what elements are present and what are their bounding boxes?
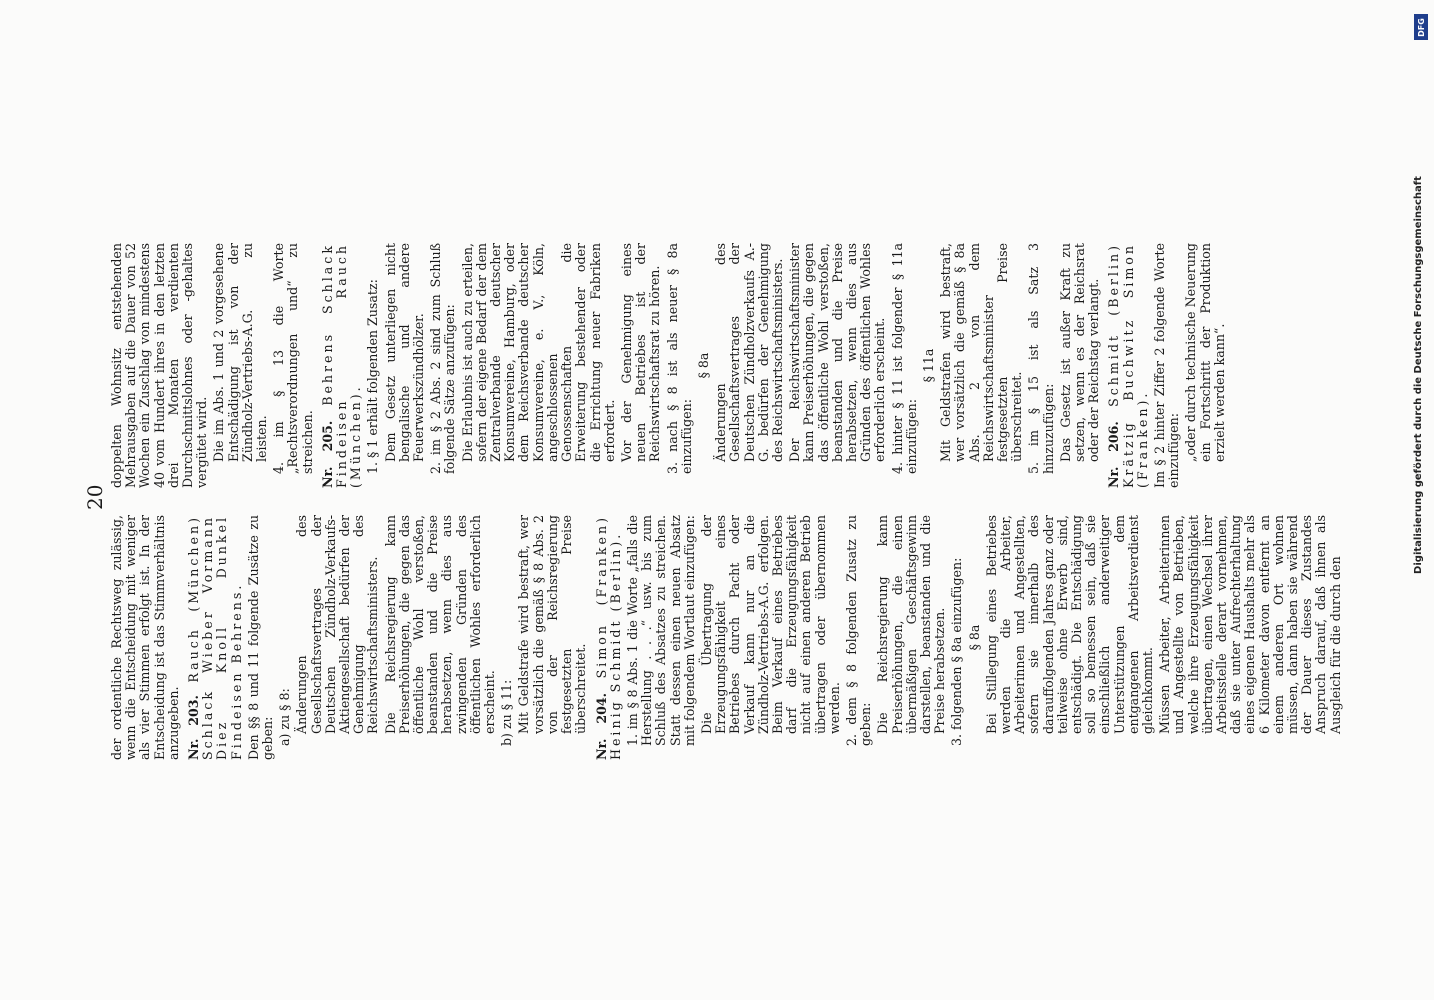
paragraph-text: § 8a <box>966 624 982 651</box>
motion-number: Nr. 205. <box>319 420 335 488</box>
paragraph <box>950 515 964 760</box>
paragraph <box>1158 515 1343 760</box>
paragraph-text: Die Erlaubnis ist auch zu erteilen, sofern der eigene Bedarf der dem Zentralverbande deutscher Konsumvereine, Hamburg, oder dem Reichsverbande deutscher Konsumvereine, e. V., Köln, angeschlossenen Genossenschaften die Erweiterung bestehender oder die Errichtung neuer Fabriken erfordert. <box>459 243 617 462</box>
paragraph-text: a) zu § 8: <box>277 688 293 746</box>
paragraph-text: § 11a <box>920 348 936 383</box>
paragraph-text: 3. folgenden § 8a einzufügen: <box>949 557 965 746</box>
paragraph <box>620 243 663 488</box>
paragraph <box>517 515 588 760</box>
paragraph-text: Der Reichswirtschaftsminister kann Preiserhöhungen, die gegen das öffentliche Wohl verstoßen, beanstanden und die Preise herabsetzen, wenn dies aus Gründen des öffentlichen Wohles erforderlich erscheint. <box>787 243 888 462</box>
paragraph-text: 1. § 1 erhält folgenden Zusatz: <box>365 279 381 474</box>
paragraph <box>788 243 887 488</box>
rotated-page-content <box>70 240 1343 760</box>
paragraph <box>110 515 181 760</box>
paragraph-text: doppelten Wohnsitz entstehenden Mehrausgaben auf die Dauer von 52 Wochen ein Zuschlag von mindestens 40 vom Hundert ihres in den letzten drei Monaten verdienten Durchschnittslohnes oder -gehaltes vergütet wird. <box>109 243 210 488</box>
paragraph <box>626 515 697 760</box>
paragraph-text: Mit Geldstrafen wird bestraft, wer vorsätzlich die gemäß § 8a Abs. 2 von dem Reichswirtschaftsminister festgesetzten Preise überschreitet. <box>938 243 1025 462</box>
paragraph <box>891 243 919 488</box>
dfg-logo: DFG <box>1414 14 1428 40</box>
paragraph-text: Mit Geldstrafe wird bestraft, wer vorsätzlich die gemäß § 8 Abs. 2 von der Reichsregierung festgesetzten Preise überschreitet. <box>516 515 589 734</box>
paragraph <box>212 243 269 488</box>
left-column <box>110 515 1346 760</box>
paragraph-text: 2. dem § 8 folgenden Zusatz zu geben: <box>843 515 874 746</box>
paragraph-text: 5. im § 15 ist als Satz 3 hinzuzufügen: <box>1026 243 1056 474</box>
paragraph-text: 1. im § 8 Abs. 1 die Worte „falls die Herstellung . . .“ usw. bis zum Schluß des Absatzes zu streichen. Statt dessen einen neuen Absatz mit folgendem Wortlaut einzufügen: <box>624 515 697 746</box>
page-number: 20 <box>83 484 107 510</box>
paragraph <box>968 515 982 760</box>
paragraph <box>321 243 364 488</box>
motion-signatories: Behrens Schlack Findeisen Rauch (München). <box>319 243 364 488</box>
paragraph <box>1027 243 1055 488</box>
paragraph <box>939 243 1024 488</box>
paragraph <box>700 515 842 760</box>
paragraph <box>845 515 873 760</box>
paragraph-text: Vor der Genehmigung eines neuen Betriebes ist der Reichswirtschaftsrat zu hören. <box>618 243 663 462</box>
paragraph <box>1107 243 1150 488</box>
paragraph <box>384 515 498 760</box>
paragraph-text: 4. hinter § 11 ist folgender § 11a einzufügen: <box>889 243 919 474</box>
paragraph-text: Die im Abs. 1 und 2 vorgesehene Entschädigung ist von der Zündholz-Vertriebs-A.G. zu leisten. <box>211 243 270 462</box>
paragraph-text: Die Übertragung der Erzeugungsfähigkeit eines Betriebes durch Pacht oder Verkauf kann nur an die Zündholz-Vertriebs-A.G. erfolgen. Beim Verkauf eines Betriebes darf die Erzeugungsfähigkeit nicht auf einen anderen Betrieb übertragen oder übernommen werden. <box>698 515 842 734</box>
paragraph <box>247 515 275 760</box>
paragraph <box>595 515 623 760</box>
paragraph <box>295 515 380 760</box>
paragraph <box>985 515 1155 760</box>
paragraph <box>500 515 514 760</box>
paragraph-text: § 8a <box>695 352 711 379</box>
paragraph <box>922 243 936 488</box>
paragraph-text: Die Reichsregierung kann Preiserhöhungen, die einen übermäßigen Geschäftsgewinn darstellen, beanstanden und die Preise herabsetzen. <box>875 515 948 734</box>
paragraph-text: Bei Stillegung eines Betriebes werden die Arbeiter, Arbeiterinnen und Angestellten, sofern sie innerhalb des darauffolgenden Jahres ganz oder teilweise ohne Erwerb sind, entschädigt. Die Entschädigung soll so bemessen sein, daß sie einschließlich anderweitiger Unterstützungen dem entgangenen Arbeitsverdienst gleichkommt. <box>983 515 1156 734</box>
paragraph <box>429 243 457 488</box>
paragraph <box>278 515 292 760</box>
paragraph <box>697 243 711 488</box>
paragraph <box>272 243 315 488</box>
motion-signatories: Rauch (München) Schlack Wieber Vormann Diez Knoll Dunkel Findeisen Behrens. <box>186 515 244 760</box>
funding-note: Digitalisierung gefördert durch die Deutsche Forschungsgemeinschaft <box>1413 176 1424 574</box>
paragraph <box>110 243 209 488</box>
digitization-sidebar <box>1410 8 1432 998</box>
paragraph <box>714 243 785 488</box>
motion-number: Nr. 203. <box>186 695 202 760</box>
paragraph-text: Dem Gesetz unterliegen nicht bengalische und andere Feuerwerkszündhölzer. <box>382 243 427 462</box>
paragraph <box>366 243 380 488</box>
paragraph <box>1184 243 1227 488</box>
motion-number: Nr. 204. <box>593 692 609 760</box>
paragraph-text: Änderungen des Gesellschaftsvertrages der Deutschen Zündholz-Verkaufs-Aktiengesellschaft bedürfen der Genehmigung des Reichswirtschaftsministers. <box>294 515 381 734</box>
paragraph <box>1059 243 1102 488</box>
paragraph <box>384 243 427 488</box>
paragraph-text: „oder durch technische Neuerung ein Fortschritt der Produktion erzielt werden kann“. <box>1183 243 1227 462</box>
paragraph-text: b) zu § 11: <box>499 679 515 746</box>
paragraph-text: Änderungen des Gesellschaftsvertrages der Deutschen Zündholzverkaufs A.-G. bedürfen der Genehmigung des Reichswirtschaftsministers. <box>713 243 785 462</box>
motion-signatories: Simon (Franken) Heinig Schmidt (Berlin). <box>593 515 623 760</box>
paragraph-text: Das Gesetz ist außer Kraft zu setzen, wenn es der Reichsrat oder der Reichstag verlangt. <box>1057 243 1102 462</box>
paragraph-text: Müssen Arbeiter, Arbeiterinnen und Angestellte von Betrieben, welche ihre Erzeugungsfähigkeit übertragen, einen Wechsel ihrer Arbeitsstelle derart vornehmen, daß sie unter Aufrechterhaltung eines eigenen Haushalts mehr als 6 Kilometer davon entfernt an einem anderen Ort wohnen müssen, dann haben sie während der Dauer dieses Zustandes Anspruch darauf, daß ihnen als Ausgleich für die durch den <box>1157 515 1343 734</box>
paragraph-text: 3. nach § 8 ist als neuer § 8a einzufügen: <box>664 243 694 474</box>
paragraph <box>876 515 947 760</box>
right-column <box>110 243 1230 488</box>
paragraph <box>1153 243 1181 488</box>
paragraph-text: Im § 2 hinter Ziffer 2 folgende Worte einzufügen: <box>1152 243 1182 488</box>
paragraph-text: Den §§ 8 und 11 folgende Zusätze zu geben: <box>245 515 276 760</box>
paragraph-text: der ordentliche Rechtsweg zulässig, wenn die Entscheidung mit weniger als vier Stimmen erfolgt ist. In der Entscheidung ist das Stimmverhältnis anzugeben. <box>109 515 181 760</box>
paragraph <box>666 243 694 488</box>
paragraph <box>187 515 244 760</box>
paragraph-text: 2. im § 2 Abs. 2 sind zum Schluß folgende Sätze anzufügen: <box>428 243 458 474</box>
paragraph <box>461 243 617 488</box>
paragraph-text: Die Reichsregierung kann Preiserhöhungen, die gegen das öffentliche Wohl verstoßen, beanstanden und die Preise herabsetzen, wenn dies aus zwingenden Gründen des öffentlichen Wohles erforderlich erscheint. <box>382 515 498 734</box>
motion-number: Nr. 206. <box>1106 421 1122 488</box>
motion-signatories: Schmidt (Berlin) Krätzig Buchwitz Simon (Franken). <box>1106 243 1150 488</box>
paragraph-text: 4. im § 13 die Worte „Rechtsverordnungen und“ zu streichen. <box>271 243 315 474</box>
